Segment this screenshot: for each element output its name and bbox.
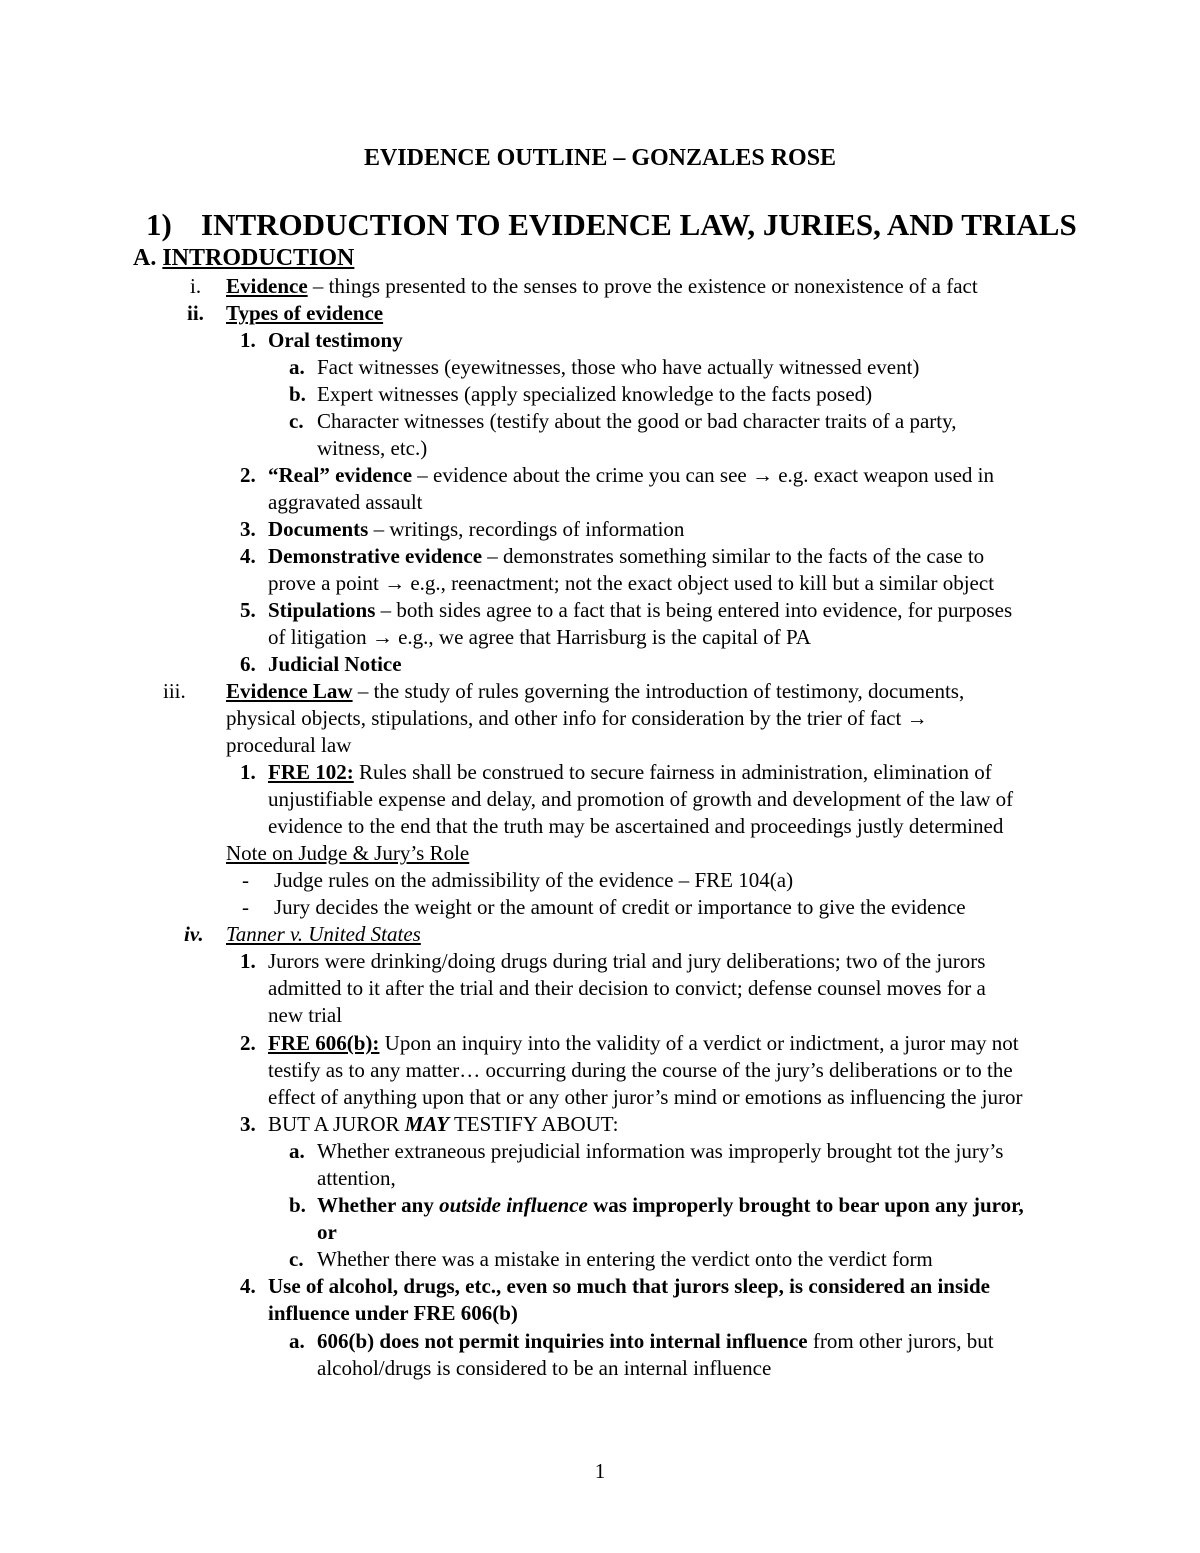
bullet-marker: - <box>242 868 249 892</box>
item-text: Whether extraneous prejudicial information was improperly brought tot the jury’s <box>317 1139 1004 1163</box>
item-text: Expert witnesses (apply specialized knowledge to the facts posed) <box>317 382 873 406</box>
item-text: BUT A JUROR <box>268 1112 405 1136</box>
outline-item-real-evidence <box>240 462 994 489</box>
item-text: prove a point <box>268 571 385 595</box>
list-marker: a. <box>289 355 305 379</box>
subsection-title: INTRODUCTION <box>162 245 355 271</box>
item-text: Rules shall be construed to secure fairness in administration, elimination of <box>353 760 992 784</box>
list-marker: c. <box>289 1247 304 1271</box>
outline-item-fre-606b <box>240 1030 1019 1057</box>
term-judicial-notice: Judicial Notice <box>268 652 402 676</box>
item-text: Use of alcohol, drugs, etc., even so much that jurors sleep, is considered an inside <box>268 1274 990 1298</box>
term-stipulations: Stipulations <box>268 598 376 622</box>
outline-item-continuation: new trial <box>268 1003 343 1027</box>
item-text: Judge rules on the admissibility of the evidence – FRE 104(a) <box>274 868 794 892</box>
list-marker: 1. <box>240 760 256 784</box>
item-text: from other jurors, but <box>807 1329 994 1353</box>
outline-item-continuation: or <box>317 1220 337 1244</box>
page-number: 1 <box>594 1459 606 1483</box>
arrow-right-icon: → <box>751 463 773 487</box>
outline-item-judicial-notice <box>240 651 402 678</box>
item-text: Fact witnesses (eyewitnesses, those who have actually witnessed event) <box>317 355 920 379</box>
arrow-right-icon: → <box>384 571 406 595</box>
term-real-evidence: “Real” evidence <box>268 463 413 487</box>
list-marker: 5. <box>240 598 256 622</box>
list-marker: 1. <box>240 328 256 352</box>
outline-item-continuation <box>268 570 994 597</box>
outline-item-continuation: aggravated assault <box>268 490 423 514</box>
outline-item-types <box>187 300 384 327</box>
arrow-right-icon: → <box>371 625 393 649</box>
outline-item-continuation: evidence to the end that the truth may be ascertained and proceedings justly determined <box>268 814 1004 838</box>
list-marker: c. <box>289 409 304 433</box>
list-marker: ii. <box>187 301 204 325</box>
arrow-right-icon: → <box>906 706 928 730</box>
list-marker: 2. <box>240 1031 256 1055</box>
term-types-of-evidence: Types of evidence <box>226 301 384 325</box>
subsection-heading <box>133 243 354 273</box>
item-text: – evidence about the crime you can see <box>412 463 752 487</box>
term-documents: Documents <box>268 517 369 541</box>
item-text: Whether there was a mistake in entering the verdict onto the verdict form <box>317 1247 933 1271</box>
outline-item-juror-may-testify <box>240 1111 619 1138</box>
note-bullet-jury <box>242 894 966 921</box>
term-evidence-law: Evidence Law <box>226 679 353 703</box>
note-bullet-judge <box>242 867 794 894</box>
list-marker: 4. <box>240 1274 256 1298</box>
outline-item-continuation: influence under FRE 606(b) <box>268 1301 518 1325</box>
outline-item-outside-influence <box>289 1192 1024 1219</box>
list-marker: 1. <box>240 949 256 973</box>
term-fre-606b: FRE 606(b): <box>268 1031 380 1055</box>
emphasis-outside-influence: outside influence <box>439 1193 588 1217</box>
outline-item-continuation: testify as to any matter… occurring during the course of the jury’s deliberations or to the <box>268 1058 1013 1082</box>
item-text: TESTIFY ABOUT: <box>449 1112 619 1136</box>
term-oral-testimony: Oral testimony <box>268 328 403 352</box>
item-text: e.g., we agree that Harrisburg is the capital of PA <box>392 625 811 649</box>
outline-item-continuation: attention, <box>317 1166 396 1190</box>
item-text: Upon an inquiry into the validity of a verdict or indictment, a juror may not <box>379 1031 1019 1055</box>
outline-item-tanner <box>184 921 421 948</box>
outline-item-continuation: effect of anything upon that or any other juror’s mind or emotions as influencing the juror <box>268 1085 1023 1109</box>
outline-item-continuation: unjustifiable expense and delay, and promotion of growth and development of the law of <box>268 787 1014 811</box>
outline-item-demonstrative-evidence <box>240 543 985 570</box>
outline-item-stipulations <box>240 597 1013 624</box>
outline-item-continuation: alcohol/drugs is considered to be an internal influence <box>317 1356 772 1380</box>
outline-item-continuation: procedural law <box>226 733 352 757</box>
bullet-marker: - <box>242 895 249 919</box>
outline-item-verdict-form-mistake <box>289 1246 933 1273</box>
document-title: EVIDENCE OUTLINE – GONZALES ROSE <box>363 145 837 171</box>
list-marker: a. <box>289 1139 305 1163</box>
list-marker: iv. <box>184 922 204 946</box>
list-marker: b. <box>289 1193 306 1217</box>
outline-item-oral-testimony <box>240 327 403 354</box>
list-marker: 2. <box>240 463 256 487</box>
case-name: Tanner v. United States <box>226 922 421 946</box>
list-marker: 3. <box>240 1112 256 1136</box>
outline-item-fact-witnesses <box>289 354 920 381</box>
outline-item-continuation: witness, etc.) <box>317 436 428 460</box>
outline-item-evidence-law <box>163 678 965 705</box>
outline-item-continuation <box>268 624 811 651</box>
term-demonstrative-evidence: Demonstrative evidence <box>268 544 483 568</box>
term-evidence: Evidence <box>226 274 308 298</box>
note-heading: Note on Judge & Jury’s Role <box>226 841 470 865</box>
list-marker: a. <box>289 1329 305 1353</box>
section-number: 1) <box>146 207 172 242</box>
section-heading <box>146 207 1077 243</box>
item-text: – demonstrates something similar to the facts of the case to <box>482 544 985 568</box>
item-text: Jury decides the weight or the amount of credit or importance to give the evidence <box>274 895 966 919</box>
item-text-bold: 606(b) does not permit inquiries into internal influence <box>317 1329 808 1353</box>
outline-item-tanner-facts <box>240 948 986 975</box>
item-text: – both sides agree to a fact that is being entered into evidence, for purposes <box>375 598 1013 622</box>
item-text: Jurors were drinking/doing drugs during trial and jury deliberations; two of the jurors <box>268 949 986 973</box>
list-marker: b. <box>289 382 306 406</box>
item-text: – the study of rules governing the introduction of testimony, documents, <box>352 679 965 703</box>
item-text: of litigation <box>268 625 372 649</box>
item-text: e.g., reenactment; not the exact object used to kill but a similar object <box>405 571 995 595</box>
item-text: Character witnesses (testify about the good or bad character traits of a party, <box>317 409 957 433</box>
item-text: – writings, recordings of information <box>368 517 685 541</box>
emphasis-may: MAY <box>404 1112 450 1136</box>
list-marker: iii. <box>163 679 186 703</box>
subsection-marker: A. <box>133 245 157 271</box>
evidence-definition: – things presented to the senses to prove the existence or nonexistence of a fact <box>307 274 978 298</box>
list-marker: i. <box>190 274 202 298</box>
term-fre-102: FRE 102: <box>268 760 354 784</box>
outline-item-fre-102 <box>240 759 992 786</box>
item-text: was improperly brought to bear upon any juror, <box>587 1193 1024 1217</box>
list-marker: 4. <box>240 544 256 568</box>
outline-item-continuation: admitted to it after the trial and their decision to convict; defense counsel moves for a <box>268 976 986 1000</box>
outline-item-internal-influence <box>289 1328 994 1355</box>
list-marker: 3. <box>240 517 256 541</box>
item-text: e.g. exact weapon used in <box>772 463 994 487</box>
outline-item-continuation <box>226 705 928 732</box>
section-title: INTRODUCTION TO EVIDENCE LAW, JURIES, AND TRIALS <box>201 207 1077 242</box>
item-text: Whether any <box>317 1193 440 1217</box>
outline-item-expert-witnesses <box>289 381 873 408</box>
outline-item-evidence <box>190 273 978 300</box>
outline-item-documents <box>240 516 685 543</box>
outline-item-alcohol-drugs <box>240 1273 990 1300</box>
outline-item-character-witnesses <box>289 408 957 435</box>
item-text: physical objects, stipulations, and other info for consideration by the trier of fact <box>226 706 907 730</box>
outline-item-extraneous-info <box>289 1138 1004 1165</box>
list-marker: 6. <box>240 652 256 676</box>
